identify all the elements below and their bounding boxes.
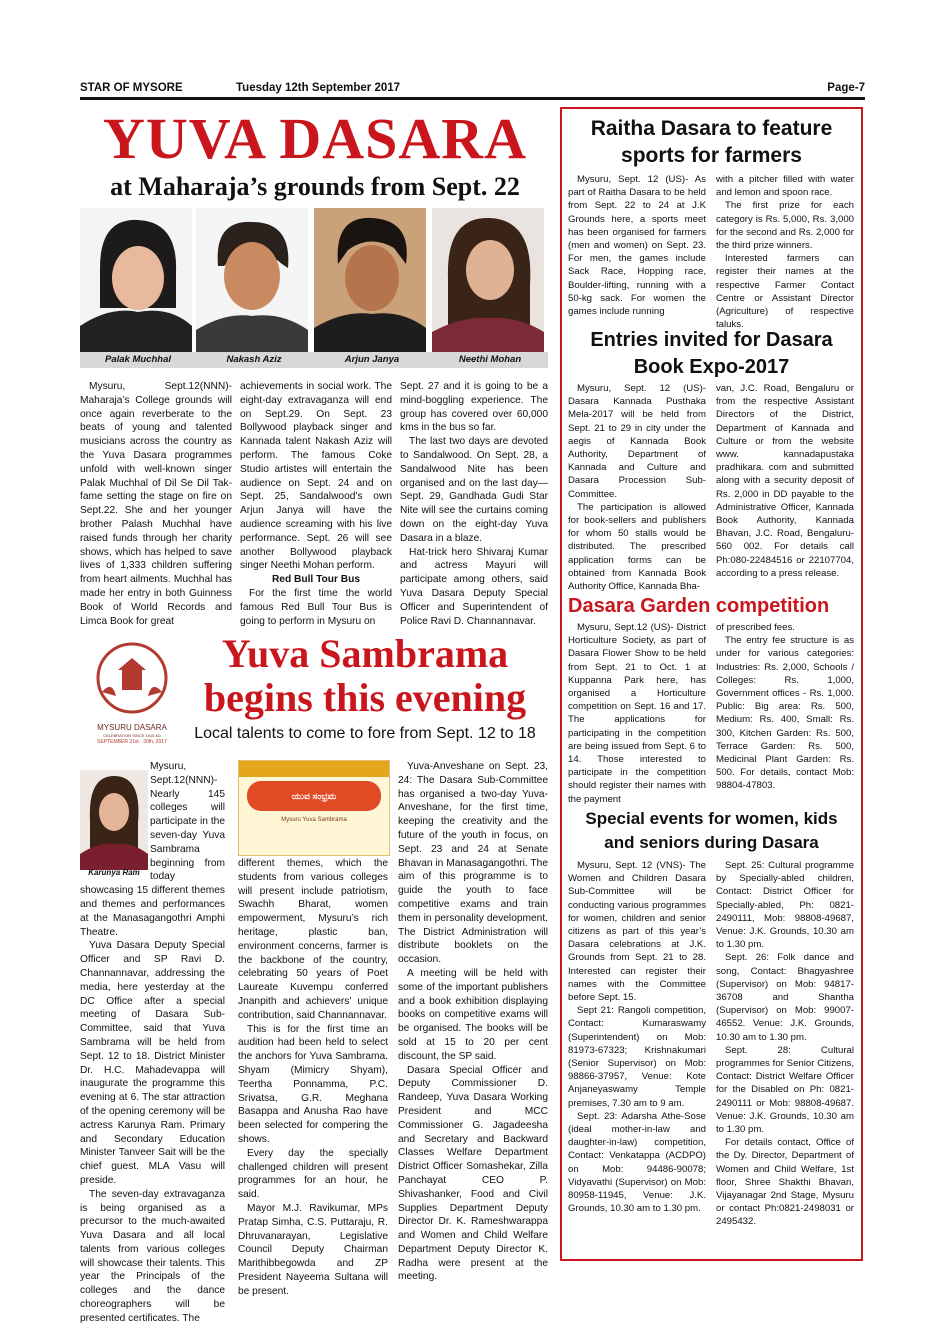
arjun-janya-photo xyxy=(314,208,426,352)
right-news-box xyxy=(560,107,863,1261)
neethi-mohan-photo xyxy=(432,208,544,352)
special-events-headline: Special events for women, kids and seniors during Dasara xyxy=(585,809,838,852)
caption-arjun: Arjun Janya xyxy=(344,354,400,365)
article-paragraph: Mayor M.J. Ravikumar, MPs Pratap Simha, C.S. Puttaraju, R. Dhruvanarayan, Legislative Council Deputy Chairman Marithibbegowda and ZP President Nayeema Sultana will be present. xyxy=(238,1202,388,1297)
page-header xyxy=(80,80,865,98)
book-expo-column-2 xyxy=(716,382,854,580)
raitha-column-1 xyxy=(568,173,706,318)
article-paragraph: Mysuru, Sept. 12 (US)- As part of Raitha Dasara to be held from Sept. 22 to 24 at J.K Grounds here, a sports meet has been organised for farmers (men and women) on Sept. 23. For men, the games include Sack Race, Hopping race, Boulder-lifting, running with a 50-kg sack. For women the games include running xyxy=(568,174,706,318)
article-paragraph: This is for the first time an audition had been held to select the anchors for Yuva Sambrama. Shyam (Mimicry Shyam), Teertha Ponnamma, P.C. Srivatsa, G.R. Meghana Basappa and Anusha Rao have been selected for compering the shows. xyxy=(238,1023,388,1145)
raitha-column-2 xyxy=(716,173,854,331)
article-paragraph: For details contact, Office of the Dy. Director, Department of Women and Child Welfare, 1st floor, Shree Shakthi Bhavan, Vijayanagar 2nd Stage, Mysuru or contact Ph:0821-2498031 or 2495432. xyxy=(716,1137,854,1228)
article-paragraph: Sept 21: Rangoli competition, Contact: Kumaraswamy (Superintendent) on Mob: 81973-67323; Krishnakumari (Senior Supervisor) on Mob: 98866-37957, Venue: Kote Anjaneyaswamy Temple premises, 7.30 am to 9 am. xyxy=(568,1005,706,1109)
article-paragraph: Sept. 28: Cultural programmes for Senior Citizens, Contact: District Welfare Officer for the Disabled on Ph: 0821-2490111 or Mob: 98808-49687. Venue: J.K. Grounds, 10.30 am to 1.30 pm. xyxy=(716,1044,854,1136)
poster-title: ಯುವ ಸಂಭ್ರಮ xyxy=(247,781,381,811)
mysuru-dasara-logo xyxy=(92,640,172,750)
special-events-column-1 xyxy=(568,859,706,1215)
yuva-sambrama-column-1 xyxy=(80,760,225,1326)
article-paragraph: Sept. 23: Adarsha Athe-Sose (ideal mother-in-law and daughter-in-law) competition, Contact: Venkatappa (ACDPO) on Mob: 94486-90078; Vidyavathi (Supervisor) on Mob: 80958-11945, Venue: J.K. Grounds, 10.30 am to 1.30 pm. xyxy=(568,1110,706,1215)
article-paragraph: Dasara Special Officer and Deputy Commissioner D. Randeep, Yuva Dasara Working President and MCC Commissioner G. Jagadeesha and Secretary and Backward Classes Welfare Department District Officer Somashekar, Zilla Panchayat CEO P. Shivashanker, Food and Civil Supplies Department Deputy Director Dr. K. Rameshwarappa and Women and Child Welfare Department Deputy Director K. Radha were present at the meeting. xyxy=(398,1064,548,1283)
photo-wrap-space xyxy=(80,760,150,882)
article-paragraph: Mysuru, Sept.12(NNN)- Maharaja’s College grounds will once again reverberate to the beats of young and talented musicians across the country as the Yuva Dasara programmes unfold with well-known singer Palak Muchhal of Dil Se Dil Tak-fame setting the stage on fire on Sept.22. She and her younger brother Palash Muchhal have raised funds through her charity shows, which has helped to save lives of 1,333 children suffering from heart ailments. Muchhal has made her entry in both Guinness Book of World Records and Limca Book for great xyxy=(80,381,232,627)
yuva-dasara-headline: YUVA DASARA xyxy=(102,106,528,171)
article-paragraph: Sept. 27 and it is going to be a mind-boggling experience. The group has covered over 60,000 kms in the bus so far. xyxy=(400,381,548,434)
article-paragraph: The entry fee structure is as under for various categories: Industries: Rs. 2,000, Schools / Colleges: Rs. 1,000, Government offices - Rs. 1,000. Public: Big area: Rs. 500, Medium: Rs. 400, Small: Rs. 300, Kitchen Garden: Rs. 500, Terrace Garden: Rs. 500, Medicinal Plant Garden: Rs. 500. For details, contact Mob: 98804-47803. xyxy=(716,635,854,792)
yuva-sambrama-headline-2: begins this evening xyxy=(203,675,527,720)
page-number: Page-7 xyxy=(827,82,865,94)
nakash-aziz-photo xyxy=(196,208,308,352)
article-paragraph: The last two days are devoted to Sandalwood. On Sept. 28, a Sandalwood Nite has been organised and on the last day—Sept. 29, Gandhada Gudi Star Nite will see the curtains coming down on the eight-day Yuva Dasara in a blaze. xyxy=(400,436,548,544)
article-paragraph: of prescribed fees. xyxy=(716,622,795,633)
article-paragraph: Mysuru, Sept.12(NNN)- Nearly 145 colleges will participate in the seven-day Yuva Sambrama beginning from today showcasing 15 different themes and themes and performances at the Manasagangothri Amphi Theatre. xyxy=(80,761,225,938)
book-expo-headline: Entries invited for Dasara Book Expo-2017 xyxy=(590,329,833,378)
article-paragraph: Hat-trick hero Shivaraj Kumar and actress Mayuri will participate among others, said Yuva Dasara Deputy Special Officer and Superintendent of Police Ravi D. Channannavar. xyxy=(400,546,548,627)
article-paragraph: Interested farmers can register their names at the respective Farmer Contact Centre or Assistant Director (Agriculture) of respective taluks. xyxy=(716,253,854,331)
article-paragraph: Every day the specially challenged children will present programmes for an hour, he said. xyxy=(238,1147,388,1201)
yuva-dasara-column-2 xyxy=(240,380,392,628)
poster-subtitle: Mysuru Yuva Sambrama xyxy=(281,817,347,823)
article-paragraph: The first prize for each category is Rs. 5,000, Rs. 3,000 for the second and Rs. 2,000 for the third prize winners. xyxy=(716,200,854,252)
palace-emblem-icon xyxy=(92,640,172,718)
yuva-dasara-column-3 xyxy=(400,380,548,628)
paper-name: STAR OF MYSORE xyxy=(80,82,183,94)
article-paragraph: Mysuru, Sept.12 (US)- District Horticulture Society, as part of Dasara Flower Show to be held from Sept. 21 to Oct. 1 at Kuppanna Park here, has organised a Horticulture competition on Sept. 16 and 17. The applications for participating in the competition are being issued from Sept. 6 to 14. Those interested to participate in the competition should register their names with the payment xyxy=(568,622,706,805)
header-rule xyxy=(80,97,865,100)
garden-headline: Dasara Garden competition xyxy=(568,595,830,617)
article-paragraph: with a pitcher filled with water and lemon and spoon race. xyxy=(716,174,854,199)
poster-band xyxy=(239,761,389,777)
yuva-sambrama-column-3 xyxy=(398,760,548,1284)
yuva-sambrama-poster xyxy=(238,760,390,856)
article-paragraph: achievements in social work. The eight-day extravaganza will end on Sept.29. On Sept. 23 Bollywood playback singer and Kannada talent Nakash Aziz will perform. The famous Coke Studio artistes will entertain the audience on Sept. 24 and on Sept. 25, Sandalwood’s own Arjun Janya will have the audience screaming with his live performance. Sept. 26 will see another Bollywood playback singer Neethi Mohan perform. xyxy=(240,381,392,572)
article-paragraph: The seven-day extravaganza is being organised as a precursor to the much-awaited Yuva Dasara and all local talents from various colleges will showcase their talents. This year the Principals of the colleges and the dance choreographers will be presented certificates. The xyxy=(80,1188,225,1324)
yuva-dasara-subhead: at Maharaja’s grounds from Sept. 22 xyxy=(110,172,520,201)
caption-nakash: Nakash Aziz xyxy=(226,354,282,365)
article-paragraph: The participation is allowed for book-sellers and publishers for whom 50 stalls would be distributed. The prescribed application forms can be obtained from Kannada Book Authority Office, Kannada Bha- xyxy=(568,501,706,593)
yuva-sambrama-column-2 xyxy=(238,857,388,1299)
raitha-headline: Raitha Dasara to feature sports for farmers xyxy=(590,117,833,167)
article-paragraph: For the first time the world famous Red Bull Tour Bus is going to perform in Mysuru on xyxy=(240,587,392,627)
article-paragraph: Sept. 26: Folk dance and song, Contact: Bhagyashree (Supervisor) on Mob: 94817-36708 and Shantha (Supervisor) on Mob: 99007-46552. Venue: J.K. Grounds, 10.30 am to 1.30 pm. xyxy=(716,952,854,1043)
caption-karunya: Karunya Ram xyxy=(88,868,140,877)
logo-dates: SEPTEMBER 21st - 30th, 2017 xyxy=(97,739,167,745)
yuva-sambrama-subhead: Local talents to come to fore from Sept. 12 to 18 xyxy=(194,725,536,742)
logo-since: CELEBRATION SINCE 1610 AD xyxy=(103,733,161,738)
caption-neethi: Neethi Mohan xyxy=(458,354,522,365)
issue-date: Tuesday 12th September 2017 xyxy=(236,82,401,94)
yuva-dasara-column-1 xyxy=(80,380,232,628)
garden-column-2 xyxy=(716,621,854,793)
logo-title: MYSURU DASARA xyxy=(97,723,167,732)
article-paragraph: Mysuru, Sept. 12 (VNS)- The Women and Children Dasara Sub-Committee will be conducting various programmes for women, children and senior citizens as part of this year’s Dasara celebrations at J.K. Grounds from Sept. 21 to 28. Interested can register their names with the Committee before Sept. 15. xyxy=(568,860,706,1004)
palak-muchhal-photo xyxy=(80,208,192,352)
special-events-column-2 xyxy=(716,859,854,1229)
book-expo-column-1 xyxy=(568,382,706,593)
article-paragraph: Yuva Dasara Deputy Special Officer and SP Ravi D. Channannavar, addressing the media, here yesterday at the DC Office after a special meeting of Dasara Sub-Committee, said that Yuva Sambrama will be held from Sept. 12 to 18. District Minister Dr. H.C. Mahadevappa will inaugurate the programme this evening at 6. The star attraction of the opening ceremony will be actress Karunya Ram. Primary and Secondary Education Minister Tanveer Sait will be the chief guest. MLA Vasu will preside. xyxy=(80,940,225,1186)
yuva-sambrama-headline-1: Yuva Sambrama xyxy=(221,631,509,676)
article-paragraph: van, J.C. Road, Bengaluru or from the respective Assistant Directors of the District, Department of Kannada and Culture or from the website www. kannadapustaka pradhikara. com and submitted along with a security deposit of Rs. 2,000 in DD payable to the Administrative Officer, Kannada Book Authority, Kannada Bhavan, J.C. Road, Bengaluru-560 002. For details call Ph:080-22484516 or 22107704, according to a press release. xyxy=(716,383,854,579)
article-paragraph: Sept. 25: Cultural programme by Specially-abled children, Contact: District Officer for Specially-abled, Ph: 0821-2490111, Mob: 98808-49687, Venue: J.K. Grounds, 10.30 am to 1.30 pm. xyxy=(716,860,854,951)
article-paragraph: Yuva-Anveshane on Sept. 23, 24: The Dasara Sub-Committee has organised a two-day Yuva-Anveshane, for the first time, keeping the creativity and the future of the youth in focus, on Sept. 23 and 24 at Senate Bhavan in Manasagangothri. The aim of this programme is to guide the youth to face competitive exams and train them in personality development. The District Administration will distribute booklets on the occasion. xyxy=(398,761,548,966)
article-paragraph: Mysuru, Sept. 12 (US)- Dasara Kannada Pusthaka Mela-2017 will be held from Sept. 21 to 29 in city under the aegis of Kannada Book Authority, Department of Kannada and Culture and Dasara Procession Sub-Committee. xyxy=(568,383,706,500)
garden-column-1 xyxy=(568,621,706,806)
caption-palak: Palak Muchhal xyxy=(105,354,171,365)
article-paragraph: A meeting will be held with some of the important publishers and a book exhibition displaying books on competitive exams will be organised. The books will be sold at 15 to 20 per cent discount, the SP said. xyxy=(398,967,548,1062)
article-paragraph: different themes, which the students from various colleges will present include patriotism, Swachh Bharat, women empowerment, Mysuru’s rich heritage, plastic ban, environment concerns, farmer is the backbone of the country, celebrating 50 years of Poet Laureate Kuvempu conferred Jnanpith and achievers’ unique contribution, said Channannavar. xyxy=(238,858,388,1021)
subhead-red-bull: Red Bull Tour Bus xyxy=(271,574,361,586)
